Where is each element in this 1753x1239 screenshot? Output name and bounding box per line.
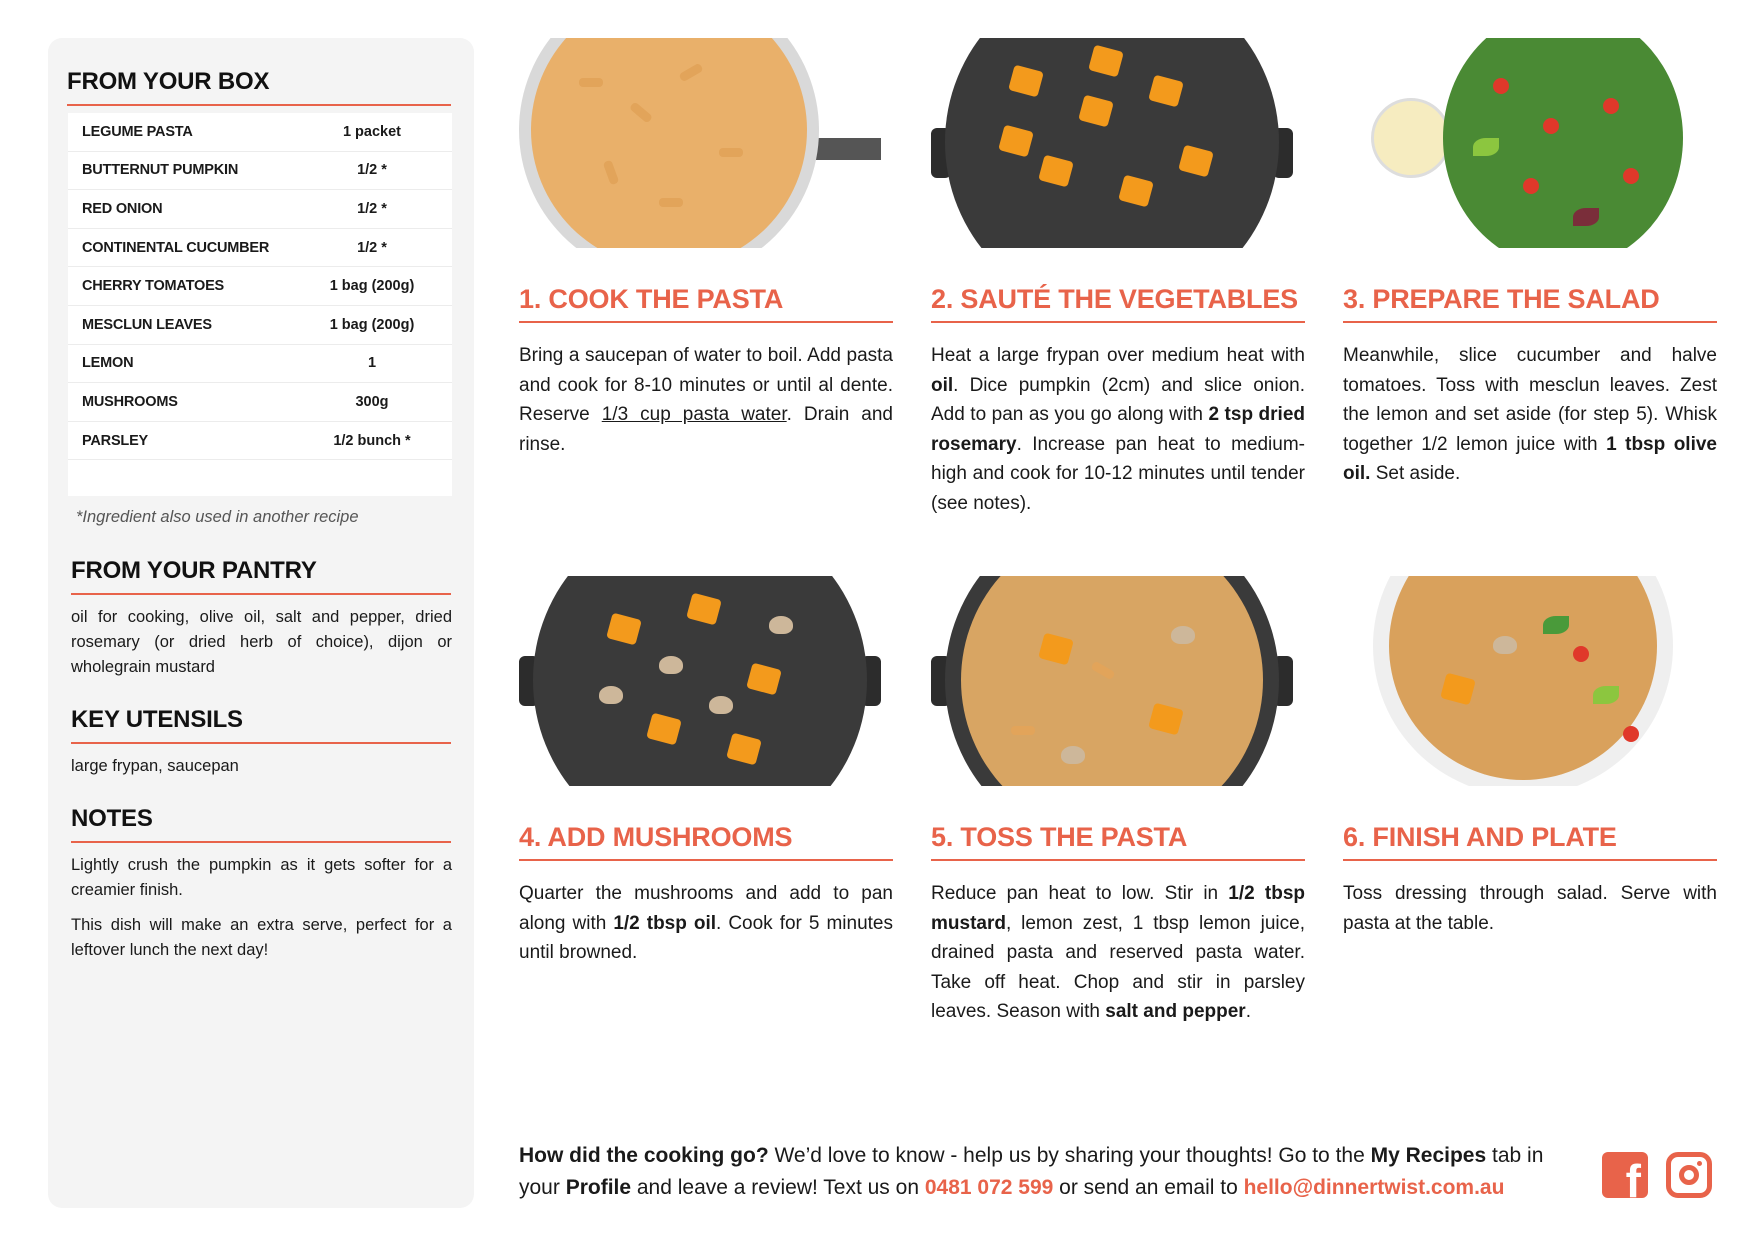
ingredient-quantity: 1 bag (200g) bbox=[329, 278, 415, 295]
step-instructions: Meanwhile, slice cucumber and halve tomatoes. Toss with mesclun leaves. Zest the lemon and set aside (for step 5). Whisk together 1/2 lemon juice with 1 tbsp olive oil. Set aside. bbox=[1343, 345, 1718, 484]
step-title: 2. SAUTÉ THE VEGETABLES bbox=[931, 284, 1305, 323]
ingredient-quantity: 300g bbox=[355, 393, 389, 410]
pantry-text: oil for cooking, olive oil, salt and pepper, dried rosemary (or dried herb of choice), dijon or wholegrain mustard bbox=[71, 608, 452, 677]
step-instructions: Bring a saucepan of water to boil. Add pasta and cook for 8-10 minutes or until al dente. Reserve 1/3 cup pasta water. Drain and rinse. bbox=[519, 345, 893, 455]
note-item: This dish will make an extra serve, perfect for a leftover lunch the next day! bbox=[71, 916, 452, 960]
step-instructions: Heat a large frypan over medium heat with oil. Dice pumpkin (2cm) and slice onion. Add to pan as you go along with 2 tsp dried rosemary. Increase pan heat to medium-high and cook for 10-12 minutes until tender (see notes). bbox=[931, 345, 1306, 514]
instagram-icon[interactable] bbox=[1666, 1152, 1712, 1198]
pumpkin-mushrooms-in-frypan-image bbox=[519, 576, 881, 786]
ingredient-quantity: 1/2 * bbox=[357, 162, 387, 179]
ingredient-name: BUTTERNUT PUMPKIN bbox=[82, 162, 239, 179]
ingredient-quantity: 1 packet bbox=[342, 123, 402, 140]
step-title: 1. COOK THE PASTA bbox=[519, 284, 893, 323]
from-your-box-heading: FROM YOUR BOX bbox=[67, 68, 451, 106]
note-item: Lightly crush the pumpkin as it gets softer for a creamier finish. bbox=[71, 856, 452, 900]
ingredient-quantity: 1/2 bunch * bbox=[333, 432, 411, 449]
step-5 bbox=[931, 576, 1305, 1027]
step-title: 3. PREPARE THE SALAD bbox=[1343, 284, 1717, 323]
ingredient-quantity: 1 bbox=[367, 355, 377, 372]
ingredient-row bbox=[68, 267, 452, 306]
step-2 bbox=[931, 38, 1305, 518]
pumpkin-onion-in-frypan-image bbox=[931, 38, 1293, 248]
pantry-section bbox=[68, 557, 452, 680]
plated-pasta-and-salad-image bbox=[1343, 576, 1705, 786]
ingredient-row bbox=[68, 306, 452, 345]
step-instructions: Reduce pan heat to low. Stir in 1/2 tbsp mustard, lemon zest, 1 tbsp lemon juice, drained pasta and reserved pasta water. Take off heat. Chop and stir in parsley leaves. Season with salt and pepper. bbox=[931, 883, 1305, 1022]
step-title: 5. TOSS THE PASTA bbox=[931, 822, 1305, 861]
ingredient-row bbox=[68, 345, 452, 384]
ingredient-name: LEMON bbox=[82, 355, 134, 372]
step-title: 4. ADD MUSHROOMS bbox=[519, 822, 893, 861]
step-3 bbox=[1343, 38, 1717, 489]
pasta-tossed-in-frypan-image bbox=[931, 576, 1293, 786]
ingredient-name: CONTINENTAL CUCUMBER bbox=[82, 239, 270, 256]
table-spacer bbox=[68, 460, 452, 496]
ingredient-quantity: 1 bag (200g) bbox=[329, 316, 415, 333]
ingredient-row bbox=[68, 190, 452, 229]
step-6 bbox=[1343, 576, 1717, 938]
salad-bowl-with-dressing-image bbox=[1343, 38, 1705, 248]
notes-heading: NOTES bbox=[71, 805, 451, 843]
ingredient-quantity: 1/2 * bbox=[357, 239, 387, 256]
utensils-section bbox=[68, 706, 452, 779]
ingredient-name: CHERRY TOMATOES bbox=[82, 278, 225, 295]
ingredient-name: MUSHROOMS bbox=[82, 393, 178, 410]
step-instructions: Toss dressing through salad. Serve with pasta at the table. bbox=[1343, 883, 1717, 934]
ingredient-row bbox=[68, 422, 452, 461]
ingredient-name: MESCLUN LEAVES bbox=[82, 316, 212, 333]
step-1 bbox=[519, 38, 893, 459]
ingredients-table bbox=[68, 113, 452, 496]
ingredient-row bbox=[68, 383, 452, 422]
step-4 bbox=[519, 576, 893, 968]
ingredient-name: RED ONION bbox=[82, 200, 163, 217]
step-instructions: Quarter the mushrooms and add to pan along with 1/2 tbsp oil. Cook for 5 minutes until browned. bbox=[519, 883, 893, 963]
ingredient-name: PARSLEY bbox=[82, 432, 149, 449]
ingredient-row bbox=[68, 229, 452, 268]
ingredient-name: LEGUME PASTA bbox=[82, 123, 193, 140]
ingredient-quantity: 1/2 * bbox=[357, 200, 387, 217]
cooked-pasta-in-saucepan-image bbox=[519, 38, 881, 248]
ingredient-row bbox=[68, 113, 452, 152]
utensils-heading: KEY UTENSILS bbox=[71, 706, 451, 744]
facebook-icon[interactable]: f bbox=[1602, 1152, 1648, 1198]
ingredient-footnote: *Ingredient also used in another recipe bbox=[76, 508, 359, 527]
utensils-text: large frypan, saucepan bbox=[71, 757, 239, 776]
ingredient-row bbox=[68, 152, 452, 191]
feedback-footer: How did the cooking go? We’d love to know - help us by sharing your thoughts! Go to the My Recipes tab in your Profile and leave a review! Text us on 0481 072 599 or send an email to hello@dinnertwist.com.au bbox=[519, 1144, 1544, 1199]
sidebar-panel bbox=[48, 38, 474, 1208]
notes-section bbox=[68, 805, 452, 963]
pantry-heading: FROM YOUR PANTRY bbox=[71, 557, 451, 595]
step-title: 6. FINISH AND PLATE bbox=[1343, 822, 1717, 861]
